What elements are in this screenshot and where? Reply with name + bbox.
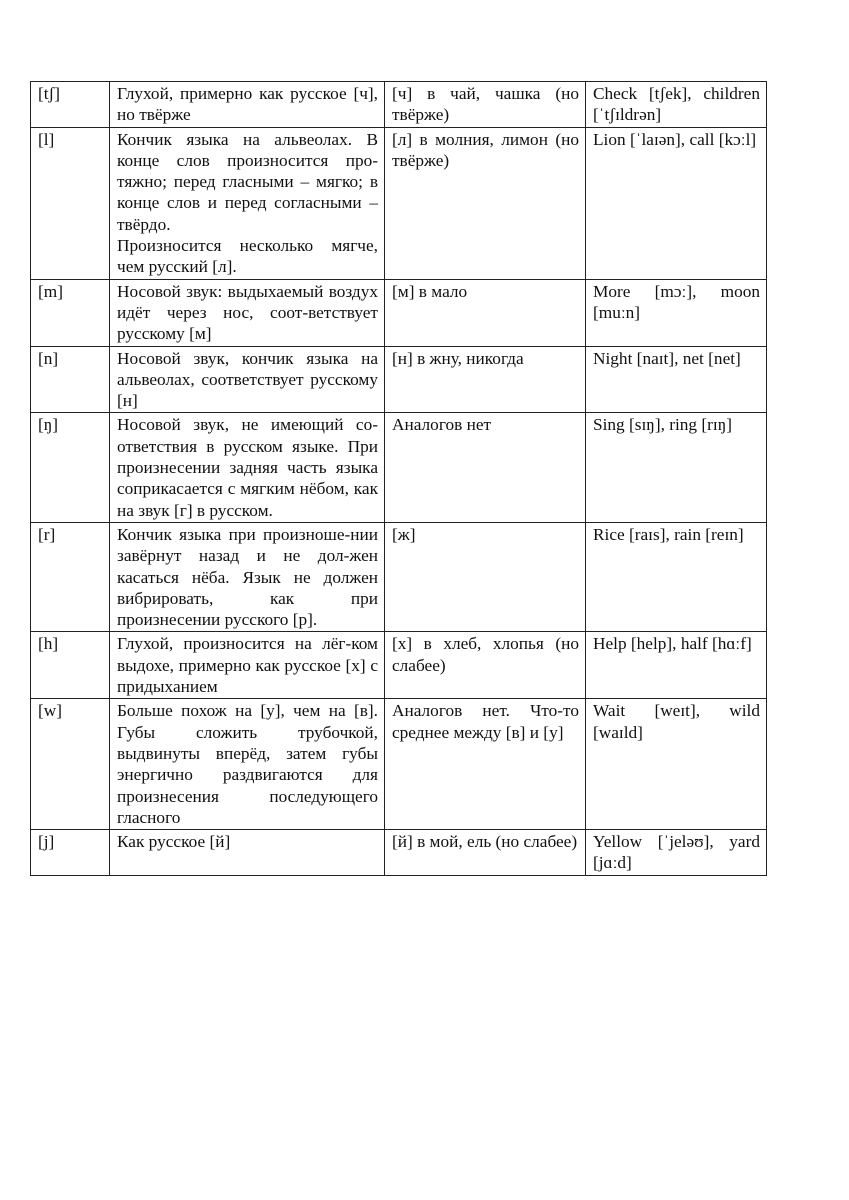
sound-description	[110, 699, 385, 830]
table-row	[31, 127, 767, 279]
russian-equivalent: Аналогов нет. Что-то среднее между [в] и [у]	[385, 699, 586, 830]
sound-symbol: [ŋ]	[31, 413, 110, 522]
table-row	[31, 279, 767, 346]
description-text: Глухой, примерно как русское [ч], но твёрже	[117, 84, 378, 125]
description-text: Произносится несколько мягче, чем русский [л].	[117, 236, 378, 277]
example-words: Rice [raɪs], rain [reɪn]	[586, 522, 767, 631]
russian-equivalent: [м] в мало	[385, 279, 586, 346]
sound-symbol: [j]	[31, 830, 110, 876]
russian-equivalent: [х] в хлеб, хлопья (но слабее)	[385, 632, 586, 699]
example-words: Check [tʃek], children [ˈtʃɪldrən]	[586, 82, 767, 128]
sound-symbol: [w]	[31, 699, 110, 830]
sound-symbol: [m]	[31, 279, 110, 346]
table-row	[31, 346, 767, 413]
russian-equivalent: [л] в молния, лимон (но твёрже)	[385, 127, 586, 279]
sound-symbol: [tʃ]	[31, 82, 110, 128]
description-text: Носовой звук, кончик языка на альвеолах, соответствует русскому [н]	[117, 348, 378, 411]
sound-description	[110, 82, 385, 128]
description-text: Больше похож на [у], чем на [в]. Губы сложить трубочкой, выдвинуты вперёд, затем губы энергично раздвигаются для произнесения последующего гласного	[117, 701, 378, 827]
description-text: Кончик языка при произноше-нии завёрнут назад и не дол-жен касаться нёба. Язык не должен вибрировать, как при произнесении русского [р].	[117, 524, 378, 630]
sound-symbol: [l]	[31, 127, 110, 279]
description-text: Как русское [й]	[117, 832, 231, 852]
phonetics-table	[30, 81, 767, 876]
table-row	[31, 82, 767, 128]
example-words: Lion [ˈlaɪən], call [kɔːl]	[586, 127, 767, 279]
example-words: Yellow [ˈjeləʊ], yard [jɑːd]	[586, 830, 767, 876]
description-text: Глухой, произносится на лёг-ком выдохе, примерно как русское [х] с придыханием	[117, 634, 378, 697]
table-row	[31, 830, 767, 876]
sound-description	[110, 632, 385, 699]
description-text: Носовой звук, не имеющий со-ответствия в русском языке. При произнесении задняя часть языка соприкасается с мягким нёбом, как на звук [г] в русском.	[117, 415, 378, 520]
sound-description	[110, 413, 385, 522]
table-row	[31, 632, 767, 699]
russian-equivalent: [й] в мой, ель (но слабее)	[385, 830, 586, 876]
russian-equivalent: [ж]	[385, 522, 586, 631]
description-text: Носовой звук: выдыхаемый воздух идёт через нос, соот-ветствует русскому [м]	[117, 281, 378, 344]
russian-equivalent: [н] в жну, никогда	[385, 346, 586, 413]
sound-symbol: [n]	[31, 346, 110, 413]
russian-equivalent: [ч] в чай, чашка (но твёрже)	[385, 82, 586, 128]
sound-description	[110, 346, 385, 413]
sound-description	[110, 127, 385, 279]
sound-description	[110, 279, 385, 346]
sound-description	[110, 830, 385, 876]
example-words: Sing [sɪŋ], ring [rɪŋ]	[586, 413, 767, 522]
example-words: Help [help], half [hɑːf]	[586, 632, 767, 699]
table-row	[31, 522, 767, 631]
sound-symbol: [r]	[31, 522, 110, 631]
example-words: Wait [weɪt], wild [waɪld]	[586, 699, 767, 830]
russian-equivalent: Аналогов нет	[385, 413, 586, 522]
table-row	[31, 699, 767, 830]
sound-description	[110, 522, 385, 631]
example-words: Night [naɪt], net [net]	[586, 346, 767, 413]
example-words: More [mɔː], moon [muːn]	[586, 279, 767, 346]
table-row	[31, 413, 767, 522]
description-text: Кончик языка на альвеолах. В конце слов произносится про-тяжно; перед гласными – мягко; в конце слов и перед согласными – твёрдо.	[117, 129, 378, 234]
sound-symbol: [h]	[31, 632, 110, 699]
